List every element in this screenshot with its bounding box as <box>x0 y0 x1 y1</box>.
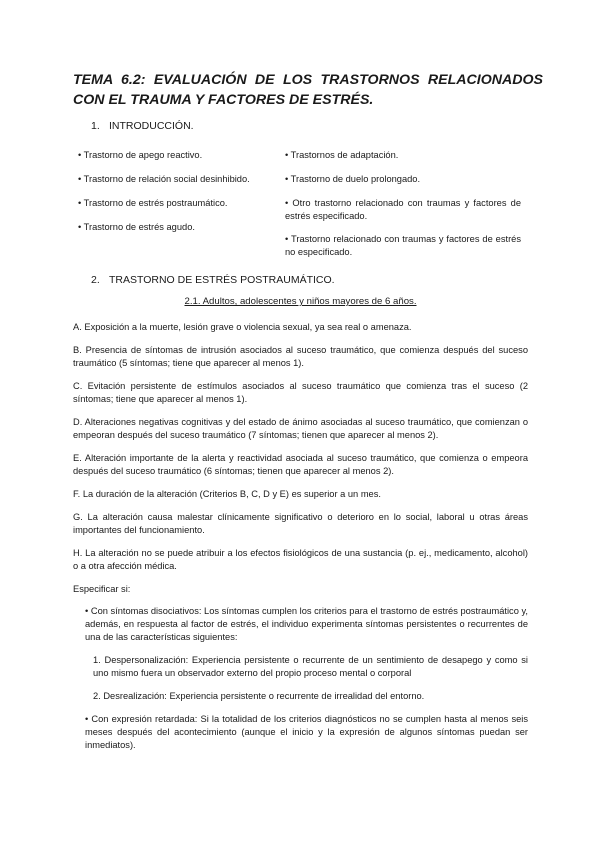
criterion-a: A. Exposición a la muerte, lesión grave o violencia sexual, ya sea real o amenaza. <box>73 322 412 332</box>
list-item: • Trastornos de adaptación. <box>285 150 399 160</box>
disorder-list-left <box>78 149 278 244</box>
section-label: TRASTORNO DE ESTRÉS POSTRAUMÁTICO. <box>109 274 335 286</box>
list-item: • Trastorno de duelo prolongado. <box>285 174 421 184</box>
list-item: • Trastorno de estrés agudo. <box>78 222 195 232</box>
depersonalization-item: 1. Despersonalización: Experiencia persistente o recurrente de un sentimiento de desapego y como si uno mismo fuera un observador externo del propio proceso mental o corporal <box>93 655 528 678</box>
dissociative-specifier: • Con síntomas disociativos: Los síntomas cumplen los criterios para el trastorno de estrés postraumático y, además, en respuesta al factor de estrés, el individuo experimenta síntomas persistentes o recurrentes de una de las características siguientes: <box>85 606 528 642</box>
delayed-expression-specifier: • Con expresión retardada: Si la totalidad de los criterios diagnósticos no se cumplen hasta al menos seis meses después del acontecimiento (aunque el inicio y la expresión de algunos síntomas puedan ser inmediatos). <box>85 714 528 750</box>
criterion-b: B. Presencia de síntomas de intrusión asociados al suceso traumático, que comienza después del suceso traumático (5 síntomas; tiene que aparecer al menos 1). <box>73 345 528 368</box>
criteria-body <box>73 321 528 762</box>
list-item: • Otro trastorno relacionado con traumas y factores de estrés especificado. <box>285 198 521 221</box>
section-number: 1. <box>91 120 100 132</box>
specify-label: Especificar si: <box>73 584 131 594</box>
derealization-item: 2. Desrealización: Experiencia persistente o recurrente de irrealidad del entorno. <box>93 691 425 701</box>
section-heading-ptsd <box>91 274 335 286</box>
list-item: • Trastorno de relación social desinhibido. <box>78 174 250 184</box>
criterion-h: H. La alteración no se puede atribuir a los efectos fisiológicos de una sustancia (p. ej., medicamento, alcohol) o a otra afección médica. <box>73 548 528 571</box>
section-heading-introduction <box>91 120 194 132</box>
criterion-d: D. Alteraciones negativas cognitivas y del estado de ánimo asociadas al suceso traumático, que comienzan o empeoran después del suceso traumático (7 síntomas; tienen que aparecer al menos 2). <box>73 417 528 440</box>
page-title: TEMA 6.2: EVALUACIÓN DE LOS TRASTORNOS RELACIONADOS CON EL TRAUMA Y FACTORES DE ESTRÉS. <box>73 72 543 108</box>
list-item: • Trastorno de estrés postraumático. <box>78 198 228 208</box>
list-item: • Trastorno de apego reactivo. <box>78 150 203 160</box>
criterion-c: C. Evitación persistente de estímulos asociados al suceso traumático que comienza tras el suceso (2 síntomas; tiene que aparecer al menos 1). <box>73 381 528 404</box>
criterion-f: F. La duración de la alteración (Criterios B, C, D y E) es superior a un mes. <box>73 489 381 499</box>
criterion-g: G. La alteración causa malestar clínicamente significativo o deterioro en lo social, laboral u otras áreas importantes del funcionamiento. <box>73 512 528 535</box>
section-label: INTRODUCCIÓN. <box>109 120 194 132</box>
list-item: • Trastorno relacionado con traumas y factores de estrés no especificado. <box>285 234 521 257</box>
criterion-e: E. Alteración importante de la alerta y reactividad asociada al suceso traumático, que comienza o empeora después del suceso traumático (6 síntomas; tienen que aparecer al menos 2). <box>73 453 528 476</box>
disorder-list-right <box>285 149 521 269</box>
section-number: 2. <box>91 274 100 286</box>
subsection-heading: 2.1. Adultos, adolescentes y niños mayores de 6 años. <box>184 296 417 307</box>
